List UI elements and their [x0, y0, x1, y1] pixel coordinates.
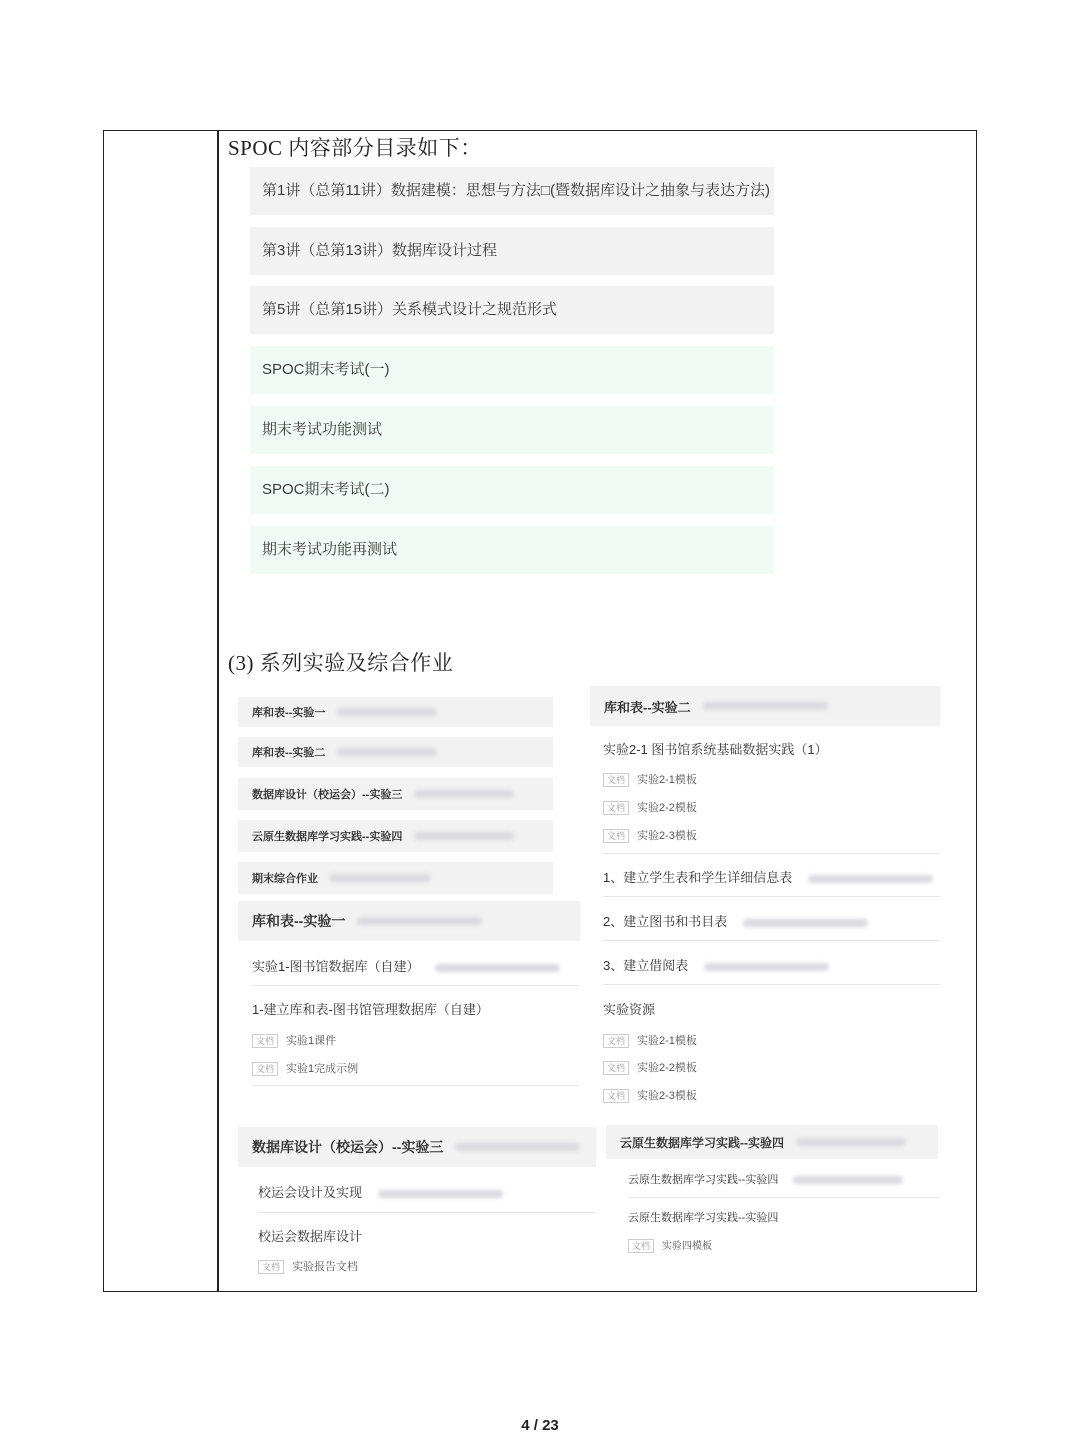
blurred-text: [337, 708, 437, 716]
doc-tag: 文档: [603, 829, 629, 843]
doc-label: 实验2-3模板: [637, 1090, 697, 1102]
blurred-text: [435, 964, 560, 972]
divider: [252, 1085, 579, 1086]
exp3-header[interactable]: [238, 1127, 596, 1167]
doc-tag: 文档: [258, 1260, 284, 1274]
divider: [258, 1212, 596, 1213]
blurred-text: [357, 917, 482, 925]
divider: [603, 940, 940, 941]
page-number: 4 / 23: [521, 1417, 559, 1434]
exp3-row[interactable]: [258, 1182, 503, 1201]
doc-item[interactable]: [603, 827, 697, 843]
toc-item[interactable]: SPOC期末考试(二): [250, 466, 774, 514]
blurred-text: [337, 748, 437, 756]
exp2-resources[interactable]: 实验资源: [603, 1002, 656, 1017]
blurred-text: [793, 1176, 903, 1184]
exp1-row-label: 实验1-图书馆数据库（自建）: [252, 959, 420, 974]
divider: [252, 985, 579, 986]
doc-label: 实验1完成示例: [286, 1063, 359, 1075]
blurred-text: [455, 1143, 580, 1151]
exp-list-label: 云原生数据库学习实践--实验四: [252, 831, 403, 843]
section-title: (3) 系列实验及综合作业: [228, 651, 454, 675]
doc-item[interactable]: [252, 1060, 358, 1076]
doc-item[interactable]: [603, 1032, 697, 1048]
divider: [603, 853, 940, 854]
doc-tag: 文档: [603, 1061, 629, 1075]
divider: [603, 896, 940, 897]
blurred-text: [703, 702, 828, 710]
blurred-text: [796, 1138, 906, 1146]
toc-item[interactable]: 第1讲（总第11讲）数据建模：思想与方法□(暨数据库设计之抽象与表达方法): [250, 167, 774, 215]
doc-item[interactable]: [603, 1087, 697, 1103]
exp2-item-label: 1、建立学生表和学生详细信息表: [603, 870, 793, 885]
exp1-title: 库和表--实验一: [252, 913, 346, 929]
exp1-header[interactable]: [238, 901, 580, 941]
exp2-item[interactable]: [603, 867, 933, 886]
doc-item[interactable]: [258, 1258, 358, 1274]
exp4-row[interactable]: 云原生数据库学习实践--实验四: [628, 1212, 779, 1224]
divider: [628, 1197, 940, 1198]
doc-tag: 文档: [252, 1034, 278, 1048]
exp2-item[interactable]: [603, 955, 829, 974]
exp-list-label: 期末综合作业: [252, 873, 318, 885]
exp4-row[interactable]: [628, 1171, 903, 1187]
doc-item[interactable]: [628, 1237, 712, 1253]
doc-label: 实验四模板: [662, 1241, 713, 1252]
exp2-row[interactable]: 实验2-1 图书馆系统基础数据实践（1）: [603, 742, 828, 757]
doc-item[interactable]: [603, 1059, 697, 1075]
exp4-row-label: 云原生数据库学习实践--实验四: [628, 1174, 779, 1186]
blurred-text: [808, 875, 933, 883]
doc-item[interactable]: [252, 1032, 336, 1048]
exp-list-item[interactable]: [238, 737, 553, 767]
blurred-text: [704, 963, 829, 971]
doc-item[interactable]: [603, 771, 697, 787]
toc-item[interactable]: 期末考试功能测试: [250, 406, 774, 454]
exp3-title: 数据库设计（校运会）--实验三: [252, 1139, 444, 1155]
exp1-row[interactable]: [252, 956, 560, 975]
exp2-title: 库和表--实验二: [604, 699, 691, 715]
doc-label: 实验2-2模板: [637, 802, 697, 814]
exp-list-label: 库和表--实验一: [252, 707, 326, 719]
blurred-text: [330, 874, 430, 882]
doc-label: 实验2-3模板: [637, 830, 697, 842]
blurred-text: [414, 790, 514, 798]
doc-tag: 文档: [603, 1089, 629, 1103]
doc-label: 实验2-1模板: [637, 1035, 697, 1047]
blurred-text: [414, 832, 514, 840]
doc-tag: 文档: [603, 801, 629, 815]
exp1-row[interactable]: 1-建立库和表-图书馆管理数据库（自建）: [252, 1002, 489, 1017]
doc-label: 实验2-2模板: [637, 1062, 697, 1074]
doc-tag: 文档: [603, 1034, 629, 1048]
exp-list-item[interactable]: [238, 697, 553, 727]
exp-list-label: 库和表--实验二: [252, 747, 326, 759]
exp4-header[interactable]: [606, 1125, 938, 1159]
intro-heading: SPOC 内容部分目录如下：: [228, 136, 482, 160]
toc-item[interactable]: 第3讲（总第13讲）数据库设计过程: [250, 227, 774, 275]
exp-list-label: 数据库设计（校运会）--实验三: [252, 789, 403, 801]
table-column-divider: [217, 130, 219, 1292]
exp-list-item[interactable]: [238, 862, 553, 894]
doc-label: 实验1课件: [286, 1035, 337, 1047]
divider: [603, 984, 940, 985]
exp2-item[interactable]: [603, 911, 868, 930]
doc-label: 实验报告文档: [292, 1261, 359, 1273]
doc-label: 实验2-1模板: [637, 774, 697, 786]
exp2-header[interactable]: [590, 686, 940, 726]
blurred-text: [378, 1190, 503, 1198]
doc-item[interactable]: [603, 799, 697, 815]
toc-item[interactable]: 第5讲（总第15讲）关系模式设计之规范形式: [250, 286, 774, 334]
exp4-title: 云原生数据库学习实践--实验四: [620, 1135, 784, 1150]
exp-list-item[interactable]: [238, 778, 553, 810]
doc-tag: 文档: [252, 1062, 278, 1076]
exp3-row-label: 校运会设计及实现: [258, 1185, 363, 1200]
doc-tag: 文档: [628, 1239, 654, 1253]
exp2-item-label: 3、建立借阅表: [603, 958, 689, 973]
exp3-row[interactable]: 校运会数据库设计: [258, 1229, 363, 1244]
exp2-item-label: 2、建立图书和书目表: [603, 914, 728, 929]
doc-tag: 文档: [603, 773, 629, 787]
toc-item[interactable]: 期末考试功能再测试: [250, 526, 774, 574]
blurred-text: [743, 919, 868, 927]
toc-item[interactable]: SPOC期末考试(一): [250, 346, 774, 394]
exp-list-item[interactable]: [238, 820, 553, 852]
